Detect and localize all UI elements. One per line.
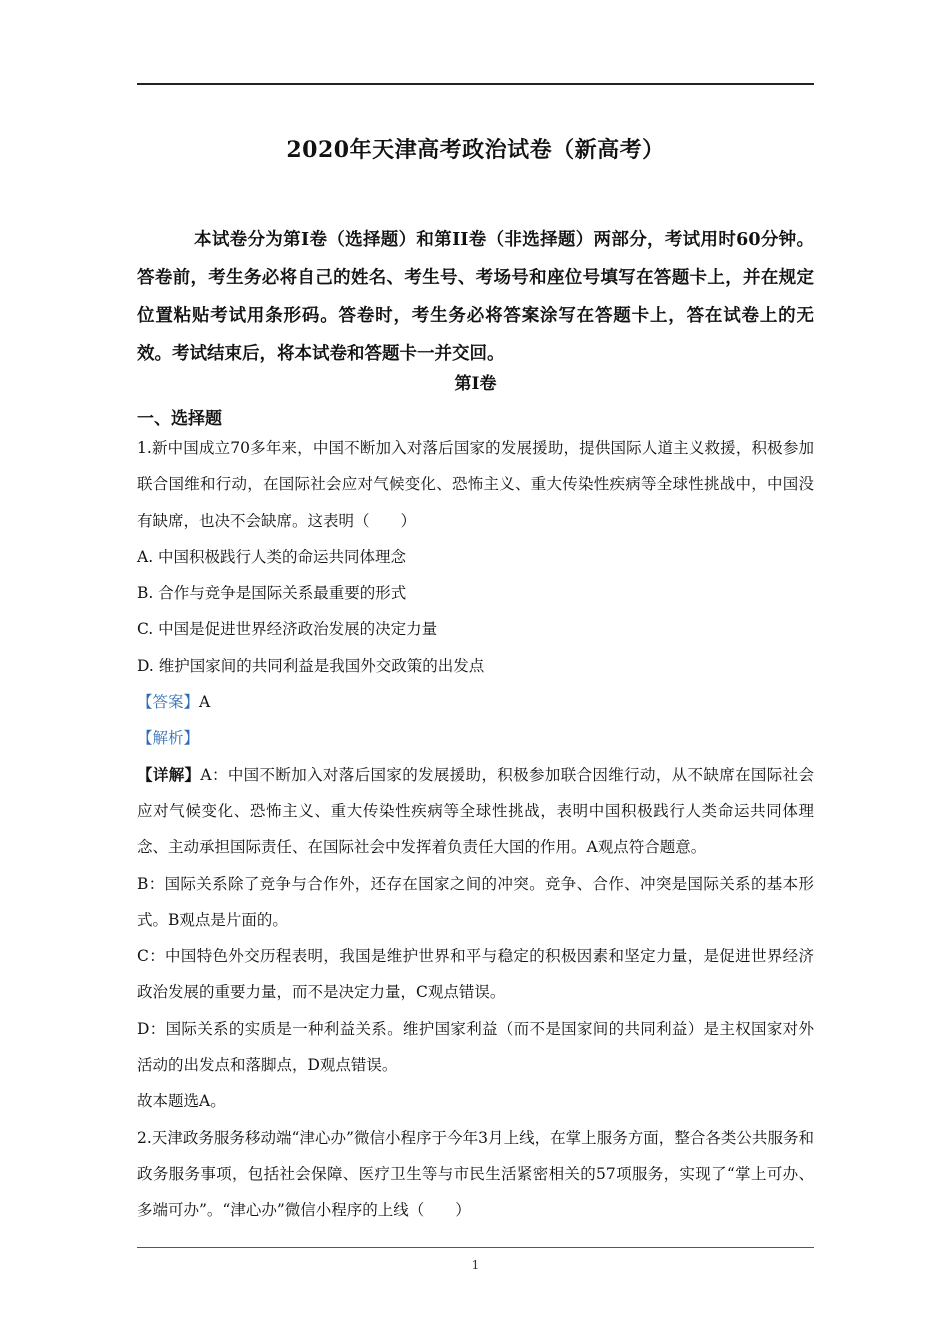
detail-a — [137, 757, 814, 866]
header-rule — [137, 83, 814, 85]
question-number: 2. — [137, 1128, 152, 1147]
question-number: 1. — [137, 439, 152, 457]
answer-value: A — [199, 693, 211, 712]
detail-a-text: A：中国不断加入对落后国家的发展援助，积极参加联合因维行动，从不缺席在国际社会应对气候变化、恐怖主义、重大传染性疾病等全球性挑战，表明中国积极践行人类命运共同体理念、主动承担国际责任、在国际社会中发挥着负责任大国的作用。A观点符合题意。 — [137, 765, 814, 857]
question-body — [137, 430, 814, 1229]
page-number: 1 — [471, 1258, 480, 1272]
question-stem: 新中国成立70多年来，中国不断加入对落后国家的发展援助，提供国际人道主义救援，积极参加联合国维和行动，在国际社会应对气候变化、恐怖主义、重大传染性疾病等全球性挑战中，中国没有缺席，也决不会缺席。这表明（ ） — [137, 439, 814, 530]
analysis-label: 【解析】 — [137, 729, 200, 748]
conclusion: 故本题选A。 — [137, 1092, 226, 1111]
page-title: 2020年天津高考政治试卷（新高考） — [286, 137, 665, 163]
volume-title: 第I卷 — [454, 374, 497, 394]
analysis-line — [137, 720, 814, 756]
answer-line — [137, 684, 814, 720]
detail-label: 【详解】 — [137, 764, 201, 784]
section-title: 一、选择题 — [137, 409, 222, 429]
option-c: C. 中国是促进世界经济政治发展的决定力量 — [137, 620, 438, 639]
answer-label: 【答案】 — [137, 693, 200, 712]
exam-instructions: 本试卷分为第I卷（选择题）和第II卷（非选择题）两部分，考试用时60分钟。答卷前，考生务必将自己的姓名、考生号、考场号和座位号填写在答题卡上，并在规定位置粘贴考试用条形码。答卷时，考生务必将答案涂写在答题卡上，答在试卷上的无效。考试结束后，将本试卷和答题卡一并交回。 — [137, 230, 814, 364]
detail-d: D：国际关系的实质是一种利益关系。维护国家利益（而不是国家间的共同利益）是主权国家对外活动的出发点和落脚点，D观点错误。 — [137, 1019, 814, 1075]
question-1 — [137, 430, 814, 539]
option-b: B. 合作与竞争是国际关系最重要的形式 — [137, 584, 407, 603]
option-d: D. 维护国家间的共同利益是我国外交政策的出发点 — [137, 656, 485, 675]
option-a: A. 中国积极践行人类的命运共同体理念 — [137, 547, 407, 566]
question-stem: 天津政务服务移动端“津心办”微信小程序于今年3月上线，在掌上服务方面，整合各类公共服务和政务服务事项，包括社会保障、医疗卫生等与市民生活紧密相关的57项服务，实现了“掌上可办、多端可办”。“津心办”微信小程序的上线（ ） — [137, 1128, 814, 1220]
detail-b: B：国际关系除了竞争与合作外，还存在国家之间的冲突。竞争、合作、冲突是国际关系的基本形式。B观点是片面的。 — [137, 874, 814, 929]
footer-rule — [137, 1247, 814, 1248]
detail-c: C：中国特色外交历程表明，我国是维护世界和平与稳定的积极因素和坚定力量，是促进世界经济政治发展的重要力量，而不是决定力量，C观点错误。 — [137, 947, 814, 1002]
question-2 — [137, 1120, 814, 1229]
